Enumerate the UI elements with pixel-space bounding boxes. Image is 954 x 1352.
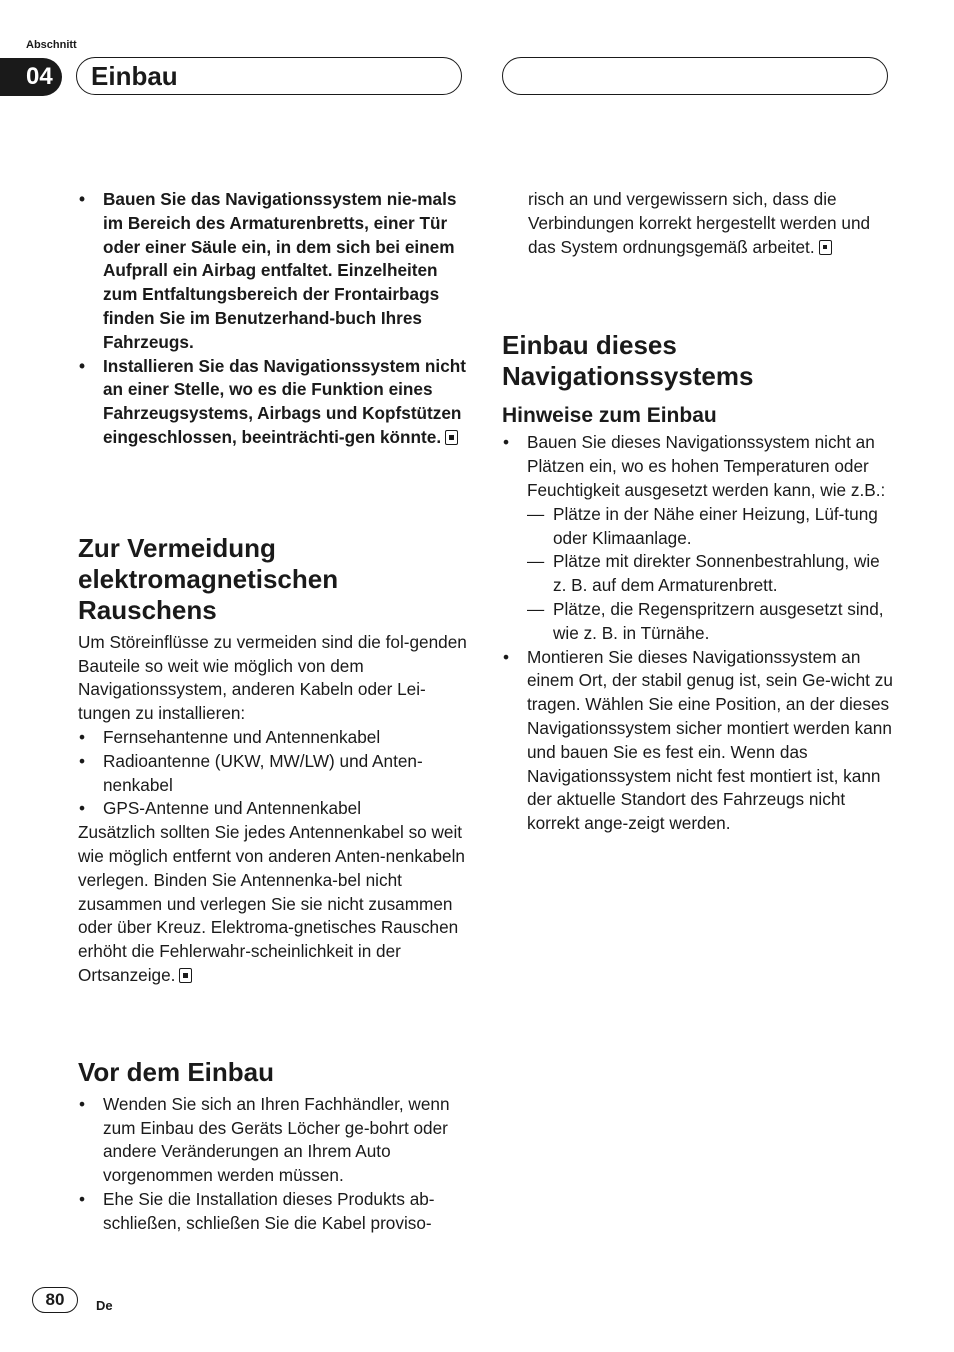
left-column [78,188,470,1236]
list-item: • Fernsehantenne und Antennenkabel [78,726,470,750]
section-label: Abschnitt [26,39,77,51]
section-number-badge: 04 [0,58,62,96]
install-bullet-list-2 [502,646,894,836]
list-item: • Wenden Sie sich an Ihren Fachhändler, wenn zum Einbau des Geräts Löcher ge-bohrt oder andere Veränderungen an Ihrem Auto vorgenommen werden müssen. [78,1093,470,1188]
list-item: • GPS-Antenne und Antennenkabel [78,797,470,821]
before-bullet-list [78,1093,470,1236]
list-item: • Bauen Sie dieses Navigationssystem nicht an Plätzen ein, wo es hohen Temperaturen oder Feuchtigkeit ausgesetzt werden kann, wie z.B.: [502,431,894,502]
install-bullet-list [502,431,894,502]
end-mark-icon [445,430,458,445]
dash-item: — Plätze, die Regenspritzern ausgesetzt sind, wie z. B. in Türnähe. [502,598,894,646]
section-title: Einbau [76,57,462,95]
header-empty-pill [502,57,888,95]
dash-item: — Plätze mit direkter Sonnenbestrahlung, wie z. B. auf dem Armaturenbrett. [502,550,894,598]
continuation-text: risch an und vergewissern sich, dass die Verbindungen korrekt hergestellt werden und das System ordnungsgemäß arbeitet. [528,189,871,257]
dash-item: — Plätze in der Nähe einer Heizung, Lüf-tung oder Klimaanlage. [502,503,894,551]
noise-bullet-list [78,726,470,821]
page-number: 80 [32,1287,78,1313]
end-mark-icon [819,240,832,255]
noise-intro: Um Störeinflüsse zu vermeiden sind die fol-genden Bauteile so weit wie möglich von dem Navigationssystem, anderen Kabeln oder Lei-tungen zu installieren: [78,631,467,724]
install-subheading: Hinweise zum Einbau [502,404,717,428]
end-mark-icon [179,968,192,983]
noise-closing: Zusätzlich sollten Sie jedes Antennenkabel so weit wie möglich entfernt von anderen Anten-nenkabeln verlegen. Binden Sie Antennenka-bel nicht zusammen und verlegen Sie sie nicht zusammen oder über Kreuz. Elektroma-gnetisches Rauschen erhöht die Fehlerwahr-scheinlichkeit in der Ortsanzeige. [78,822,465,985]
list-item: • Bauen Sie das Navigationssystem nie-mals im Bereich des Armaturenbretts, einer Tür oder einer Säule ein, in dem sich bei einem Aufprall ein Airbag entfaltet. Einzelheiten zum Entfaltungsbereich der Frontairbags finden Sie im Benutzerhand-buch Ihres Fahrzeugs. [78,188,470,355]
right-column [502,188,894,836]
list-item: • Ehe Sie die Installation dieses Produkts ab-schließen, schließen Sie die Kabel proviso- [78,1188,470,1236]
list-item: • Radioantenne (UKW, MW/LW) und Anten-nenkabel [78,750,470,798]
before-heading: Vor dem Einbau [78,1056,274,1087]
intro-bullet-list [78,188,470,450]
noise-heading: Zur Vermeidung elektromagnetischen Rauschens [78,532,339,625]
language-code: De [96,1298,113,1313]
install-heading: Einbau dieses Navigationssystems [502,330,754,392]
list-item: • Installieren Sie das Navigationssystem nicht an einer Stelle, wo es die Funktion eines Fahrzeugsystems, Airbags und Kopfstützen eingeschlossen, beeinträchti-gen könnte. [78,355,470,450]
list-item: • Montieren Sie dieses Navigationssystem an einem Ort, der stabil genug ist, sein Ge-wicht zu tragen. Wählen Sie eine Position, an der dieses Navigationssystem sicher montiert werden kann und bauen Sie es fest ein. Wenn das Navigationssystem nicht fest montiert ist, kann der aktuelle Standort des Fahrzeugs nicht korrekt ange-zeigt werden. [502,646,894,836]
